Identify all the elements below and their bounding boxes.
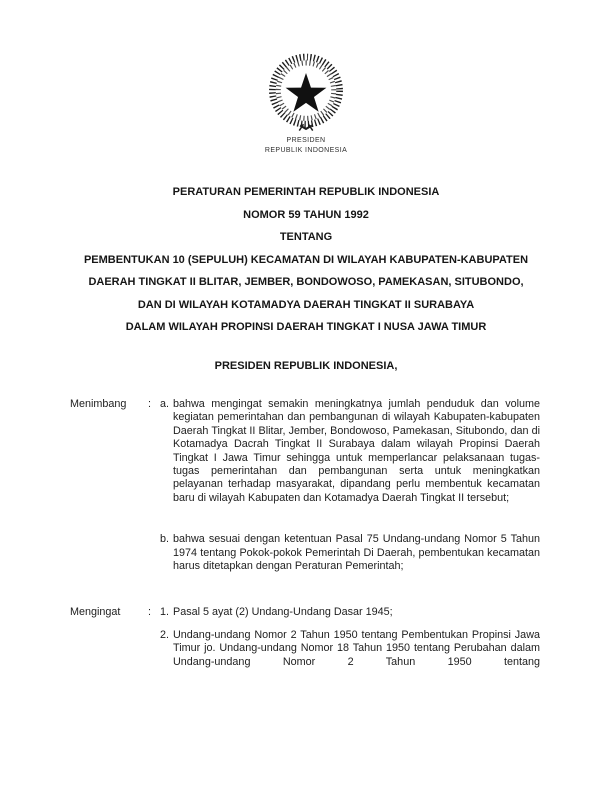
title-line-regulation: PERATURAN PEMERINTAH REPUBLIK INDONESIA (172, 186, 440, 198)
document-title (36, 181, 576, 339)
consideration-item-a (160, 398, 540, 505)
item-marker: 1. (160, 606, 170, 619)
consideration-item-b (160, 533, 540, 573)
section-items (160, 398, 540, 573)
letterhead-caption-line1: PRESIDEN (286, 137, 326, 144)
section-items (160, 606, 540, 669)
section-label: Mengingat (70, 606, 121, 619)
item-text: bahwa sesuai dengan ketentuan Pasal 75 Undang-undang Nomor 5 Tahun 1974 tentang Pokok-pokok Pemerintah Di Daerah, pembentukan kecamatan harus ditetapkan dengan Peraturan Pemerintah; (173, 533, 540, 573)
section-colon: : (148, 606, 151, 619)
title-line-number: NOMOR 59 TAHUN 1992 (243, 208, 369, 221)
section-colon: : (148, 398, 151, 410)
letterhead (0, 52, 612, 141)
title-line-subject-2: DAERAH TINGKAT II BLITAR, JEMBER, BONDOWOSO, PAMEKASAN, SITUBONDO, (88, 276, 524, 288)
salutation: PRESIDEN REPUBLIK INDONESIA, (214, 360, 398, 372)
title-line-subject-1: PEMBENTUKAN 10 (SEPULUH) KECAMATAN DI WILAYAH KABUPATEN-KABUPATEN (83, 253, 529, 266)
item-text: Undang-undang Nomor 2 Tahun 1950 tentang Pembentukan Propinsi Jawa Timur jo. Undang-undang Nomor 18 Tahun 1950 tentang Perubahan dalam Undang-undang Nomor 2 Tahun 1950 tentang (173, 628, 540, 668)
section-menimbang (70, 398, 540, 573)
item-marker: 2. (160, 628, 170, 641)
legal-basis-item-2 (160, 629, 540, 669)
document-body (70, 398, 540, 669)
title-line-subject-4: DALAM WILAYAH PROPINSI DAERAH TINGKAT I NUSA JAWA TIMUR (125, 321, 487, 333)
item-text: Pasal 5 ayat (2) Undang-Undang Dasar 1945; (173, 606, 393, 619)
item-marker: b. (160, 533, 170, 546)
letterhead-caption-line2: REPUBLIK INDONESIA (264, 146, 348, 154)
presidential-emblem (264, 52, 348, 136)
section-label: Menimbang (70, 398, 127, 410)
item-text: bahwa mengingat semakin meningkatnya jumlah penduduk dan volume kegiatan pemerintahan dan pembangunan di wilayah Kabupaten-kabupaten Daerah Tingkat II Blitar, Jember, Bondowoso, Pamekasan, Situbondo, dan di Kotamadya Dacrah Tingkat II Surabaya dalam wilayah Propinsi Daerah Tingkat I Jawa Timur sehingga untuk memperlancar pelaksanaan tugas-tugas pemerintahan dan pembangunan serta untuk meningkatkan pelayanan terhadap masyarakat, dipandang perlu membentuk kecamatan baru di wilayah Kabupaten dan Kotamadya Daerah Tingkat II tersebut; (173, 398, 540, 504)
title-line-subject-3: DAN DI WILAYAH KOTAMADYA DAERAH TINGKAT II SURABAYA (137, 298, 475, 311)
legal-basis-item-1 (160, 606, 540, 619)
title-line-tentang: TENTANG (279, 231, 333, 243)
letterhead-caption (0, 136, 612, 155)
star-icon (286, 73, 327, 112)
item-marker: a. (160, 398, 170, 410)
section-mengingat (70, 606, 540, 669)
